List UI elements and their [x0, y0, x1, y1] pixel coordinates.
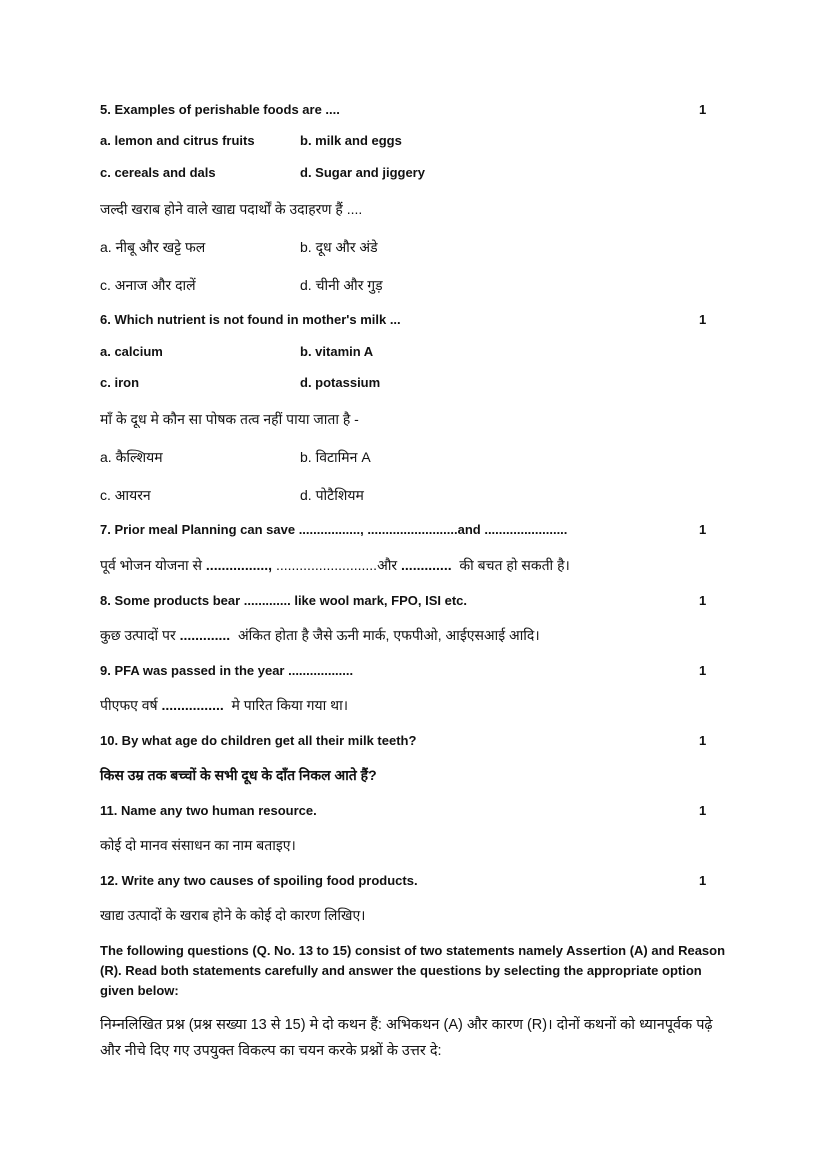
q5-hindi-option-a: a. नीबू और खट्टे फल — [100, 239, 206, 255]
instructions-hindi: निम्नलिखित प्रश्न (प्रश्न सख्या 13 से 15) मे दो कथन हैं: अभिकथन (A) और कारण (R)। दोनों कथनों को ध्यानपूर्वक पढ़े और नीचे दिए गए उपयुक्त विकल्प का चयन करके प्रश्नों के उत्तर दे: — [100, 1017, 713, 1059]
q6-hindi-option-b: b. विटामिन A — [300, 449, 371, 465]
q8-hindi-blank: ............. — [179, 627, 231, 643]
q10-marks: 1 — [699, 733, 707, 748]
q5-text: 5. Examples of perishable foods are .... — [100, 102, 340, 117]
q7-hindi-blank-3: ............. — [401, 557, 452, 573]
q5-option-c: c. cereals and dals — [100, 165, 216, 180]
q8-text: 8. Some products bear ............. like wool mark, FPO, ISI etc. — [100, 593, 467, 608]
q11-hindi-text: कोई दो मानव संसाधन का नाम बताइए। — [100, 837, 296, 853]
q11-text: 11. Name any two human resource. — [100, 803, 317, 818]
q6-option-c: c. iron — [100, 375, 140, 390]
q6-marks: 1 — [699, 312, 707, 327]
q10-text: 10. By what age do children get all their milk teeth? — [100, 733, 417, 748]
q7-text: 7. Prior meal Planning can save ................., .........................and ....................... — [100, 522, 568, 537]
q8-hindi-post: अंकित होता है जैसे ऊनी मार्क, एफपीओ, आईएसआई आदि। — [237, 627, 540, 643]
q12-text: 12. Write any two causes of spoiling food products. — [100, 873, 418, 888]
q6-option-a: a. calcium — [100, 344, 163, 359]
q11-marks: 1 — [699, 803, 707, 818]
q9-text: 9. PFA was passed in the year .................. — [100, 663, 354, 678]
q5-hindi-option-b: b. दूध और अंडे — [300, 239, 378, 255]
q5-hindi-option-d: d. चीनी और गुड़ — [300, 277, 383, 293]
q9-marks: 1 — [699, 663, 707, 678]
q6-option-b: b. vitamin A — [300, 344, 374, 359]
q5-hindi-text: जल्दी खराब होने वाले खाद्य पदार्थों के उदाहरण हैं .... — [100, 201, 363, 217]
q5-option-a: a. lemon and citrus fruits — [100, 133, 255, 148]
q9-hindi-pre: पीएफए वर्ष — [100, 697, 158, 713]
q8-hindi-pre: कुछ उत्पादों पर — [100, 627, 176, 643]
q5-option-d: d. Sugar and jiggery — [300, 165, 425, 180]
q12-marks: 1 — [699, 873, 707, 888]
q12-hindi-text: खाद्य उत्पादों के खराब होने के कोई दो कारण लिखिए। — [100, 907, 366, 923]
q6-option-d: d. potassium — [300, 375, 381, 390]
q9-hindi-post: मे पारित किया गया था। — [231, 697, 349, 713]
q6-hindi-option-a: a. कैल्शियम — [100, 449, 163, 465]
q7-hindi-post: की बचत हो सकती है। — [459, 557, 570, 573]
q5-hindi-option-c: c. अनाज और दालें — [100, 277, 196, 293]
q5-option-b: b. milk and eggs — [300, 133, 402, 148]
q9-hindi-text — [100, 696, 348, 715]
q7-hindi-blank-2: .......................... — [275, 557, 378, 573]
q7-hindi-mid: और — [377, 557, 398, 573]
q8-hindi-text — [100, 626, 540, 645]
q10-hindi-text: किस उम्र तक बच्चों के सभी दूध के दाँत निकल आते हैं? — [100, 767, 377, 783]
q5-marks: 1 — [699, 102, 707, 117]
q6-hindi-option-d: d. पोटैशियम — [300, 487, 364, 503]
q6-hindi-option-c: c. आयरन — [100, 487, 151, 503]
q6-text: 6. Which nutrient is not found in mother's milk ... — [100, 312, 401, 327]
q7-hindi-pre: पूर्व भोजन योजना से — [100, 557, 203, 573]
q6-hindi-text: माँ के दूध मे कौन सा पोषक तत्व नहीं पाया जाता है - — [100, 411, 359, 427]
q7-hindi-blank-1: ................, — [205, 557, 273, 573]
q7-hindi-text — [100, 556, 570, 575]
q9-hindi-blank: ................ — [161, 697, 224, 713]
instructions-english: The following questions (Q. No. 13 to 15) consist of two statements namely Assertion (A) and Reason (R). Read both statements carefully and answer the questions by selecting the appropriate option given below: — [100, 943, 726, 998]
q8-marks: 1 — [699, 593, 707, 608]
q7-marks: 1 — [699, 522, 707, 537]
